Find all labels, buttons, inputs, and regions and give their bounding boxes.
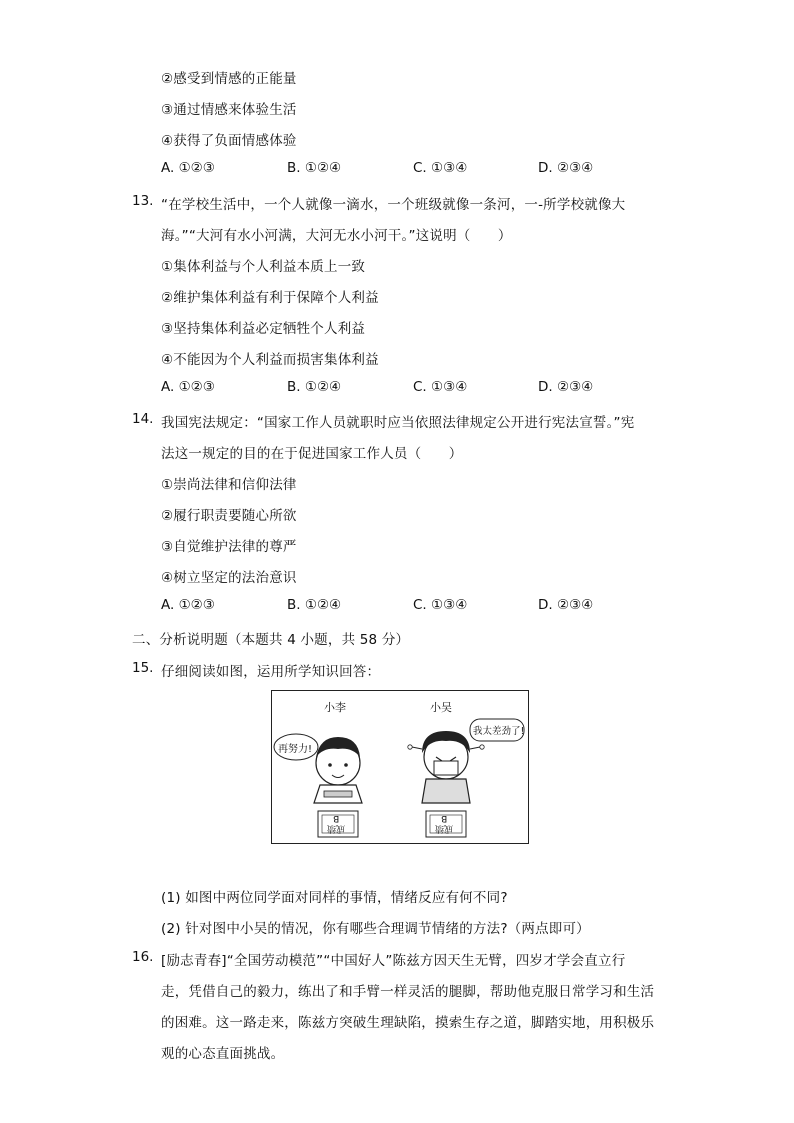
left-child-name: 小李 bbox=[324, 701, 346, 714]
option-c: C. ①③④ bbox=[413, 160, 468, 176]
left-bubble-text: 再努力! bbox=[278, 744, 313, 755]
question-15-sub-1: (1) 如图中两位同学面对同样的事情，情绪反应有何不同? bbox=[161, 890, 508, 906]
question-14-item-2: ②履行职责要随心所欲 bbox=[161, 508, 297, 524]
prev-item-4: ④获得了负面情感体验 bbox=[161, 133, 297, 149]
option-a: A. ①②③ bbox=[161, 379, 215, 395]
question-13-item-3: ③坚持集体利益必定牺牲个人利益 bbox=[161, 321, 366, 337]
question-15-number: 15. bbox=[132, 660, 154, 676]
left-paper-label: 成绩 bbox=[327, 823, 346, 833]
cartoon-drawing bbox=[272, 691, 528, 843]
right-child-name: 小吴 bbox=[430, 701, 452, 714]
question-13-number: 13. bbox=[132, 193, 154, 209]
right-paper-grade: B bbox=[441, 813, 448, 823]
question-14-number: 14. bbox=[132, 411, 154, 427]
left-paper-grade: B bbox=[333, 813, 340, 823]
option-a: A. ①②③ bbox=[161, 597, 215, 613]
question-14-item-1: ①崇尚法律和信仰法律 bbox=[161, 477, 297, 493]
option-b: B. ①②④ bbox=[287, 597, 342, 613]
question-16-line-2: 走，凭借自己的毅力，练出了和手臂一样灵活的腿脚，帮助他克服日常学习和生活 bbox=[161, 984, 655, 1000]
question-14-item-3: ③自觉维护法律的尊严 bbox=[161, 539, 297, 555]
question-15-sub-2: (2) 针对图中小吴的情况，你有哪些合理调节情绪的方法?（两点即可） bbox=[161, 921, 590, 937]
section-2-heading: 二、分析说明题（本题共 4 小题，共 58 分） bbox=[132, 632, 410, 648]
question-16-line-3: 的困难。这一路走来，陈兹方突破生理缺陷，摸索生存之道，脚踏实地，用积极乐 bbox=[161, 1015, 655, 1031]
option-c: C. ①③④ bbox=[413, 379, 468, 395]
question-13-item-4: ④不能因为个人利益而损害集体利益 bbox=[161, 352, 379, 368]
option-c: C. ①③④ bbox=[413, 597, 468, 613]
option-a: A. ①②③ bbox=[161, 160, 215, 176]
option-d: D. ②③④ bbox=[538, 597, 594, 613]
question-14-item-4: ④树立坚定的法治意识 bbox=[161, 570, 297, 586]
question-16-line-1: [励志青春]“全国劳动模范”“中国好人”陈兹方因天生无臂，四岁才学会直立行 bbox=[161, 953, 626, 969]
question-14-stem-2: 法这一规定的目的在于促进国家工作人员（ ） bbox=[161, 446, 463, 462]
right-bubble-text: 我太差劲了! bbox=[473, 726, 525, 737]
option-b: B. ①②④ bbox=[287, 379, 342, 395]
question-16-number: 16. bbox=[132, 949, 154, 965]
question-13-stem-2: 海。”“大河有水小河满，大河无水小河干。”这说明（ ） bbox=[161, 228, 512, 244]
question-16-line-4: 观的心态直面挑战。 bbox=[161, 1046, 285, 1062]
question-13-item-1: ①集体利益与个人利益本质上一致 bbox=[161, 259, 366, 275]
right-paper-label: 成绩 bbox=[435, 823, 454, 833]
question-15-stem: 仔细阅读如图，运用所学知识回答： bbox=[161, 664, 381, 680]
question-13-stem-1: “在学校生活中，一个人就像一滴水，一个班级就像一条河，一-所学校就像大 bbox=[161, 197, 626, 213]
question-13-item-2: ②维护集体利益有利于保障个人利益 bbox=[161, 290, 379, 306]
prev-item-2: ②感受到情感的正能量 bbox=[161, 71, 297, 87]
option-d: D. ②③④ bbox=[538, 160, 594, 176]
option-b: B. ①②④ bbox=[287, 160, 342, 176]
option-d: D. ②③④ bbox=[538, 379, 594, 395]
question-14-stem-1: 我国宪法规定：“国家工作人员就职时应当依照法律规定公开进行宪法宣誓。”宪 bbox=[161, 415, 635, 431]
cartoon-figure bbox=[271, 690, 529, 844]
right-child-body bbox=[422, 779, 470, 803]
prev-item-3: ③通过情感来体验生活 bbox=[161, 102, 297, 118]
